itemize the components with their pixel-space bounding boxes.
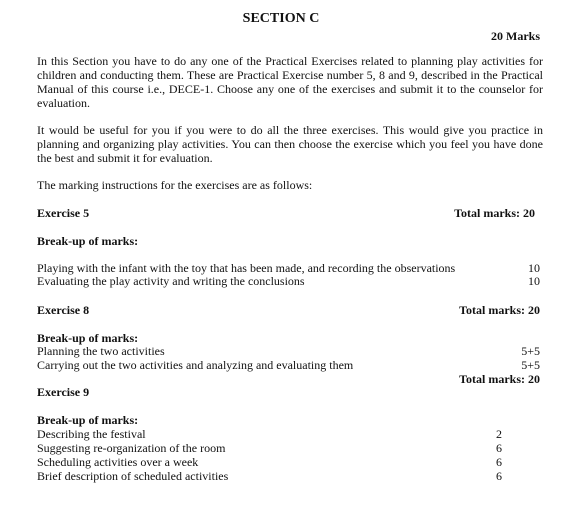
exercise9-item-2-marks: 6 bbox=[496, 441, 502, 455]
exercise8-item-2: Carrying out the two activities and analyzing and evaluating them bbox=[37, 358, 354, 372]
exercise5-total: Total marks: 20 bbox=[454, 206, 535, 220]
section-title: SECTION C bbox=[242, 11, 320, 26]
exercise9-item-1: Describing the festival bbox=[37, 427, 146, 441]
exercise9-total: Total marks: 20 bbox=[459, 372, 540, 386]
exercise8-item-1: Planning the two activities bbox=[37, 344, 165, 358]
exercise5-title: Exercise 5 bbox=[37, 206, 90, 220]
exercise8-item-2-marks: 5+5 bbox=[521, 358, 540, 372]
exercise8-breakup-heading: Break-up of marks: bbox=[37, 331, 139, 345]
exercise5-item-2: Evaluating the play activity and writing the conclusions bbox=[37, 274, 305, 288]
exercise5-breakup-heading: Break-up of marks: bbox=[37, 234, 139, 248]
exercise5-item-1-marks: 10 bbox=[528, 261, 540, 275]
exercise9-title: Exercise 9 bbox=[37, 385, 90, 399]
exercise8-total: Total marks: 20 bbox=[459, 303, 540, 317]
exercise8-title: Exercise 8 bbox=[37, 303, 90, 317]
exercise9-item-3-marks: 6 bbox=[496, 455, 502, 469]
exercise9-item-3: Scheduling activities over a week bbox=[37, 455, 199, 469]
exercise9-item-1-marks: 2 bbox=[496, 427, 502, 441]
exercise8-item-1-marks: 5+5 bbox=[521, 344, 540, 358]
exercise9-item-2: Suggesting re-organization of the room bbox=[37, 441, 226, 455]
exercise9-item-4-marks: 6 bbox=[496, 469, 502, 483]
exercise5-item-2-marks: 10 bbox=[528, 274, 540, 288]
exercise9-item-4: Brief description of scheduled activities bbox=[37, 469, 229, 483]
exercise9-breakup-heading: Break-up of marks: bbox=[37, 413, 139, 427]
instructions-line: The marking instructions for the exercises are as follows: bbox=[37, 178, 313, 192]
intro-paragraph-1: In this Section you have to do any one of the Practical Exercises related to planning play activities for children and conducting them. These are Practical Exercise number 5, 8 and 9, described in the Practical Manual of this course i.e., DECE-1. Choose any one of the exercises and submit it to the counselor for evaluation. bbox=[37, 54, 543, 110]
intro-paragraph-2: It would be useful for you if you were to do all the three exercises. This would give you practice in planning and organizing play activities. You can then choose the exercise which you feel you have done the best and submit it for evaluation. bbox=[37, 123, 543, 165]
section-marks: 20 Marks bbox=[491, 29, 540, 43]
exercise5-item-1: Playing with the infant with the toy that has been made, and recording the observations bbox=[37, 261, 456, 275]
